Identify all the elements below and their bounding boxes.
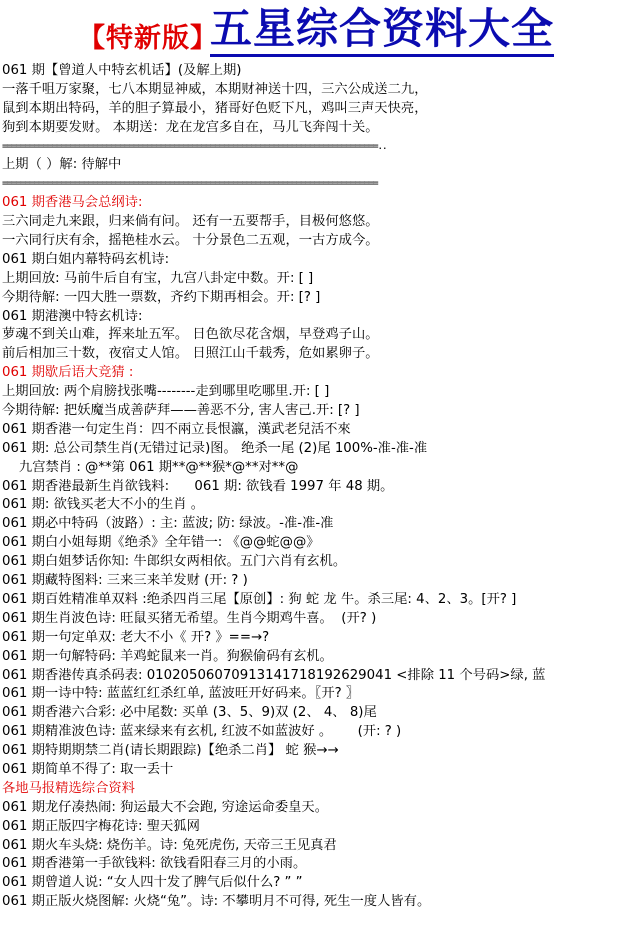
- text-line: 061 期精准波色诗: 蓝来绿来有玄机, 红波不如蓝波好 。 (开: ? ): [2, 724, 402, 740]
- text-line: 一落千咀万家聚，七八本期显神威，本期财神送十四，三六公成送二九，: [2, 81, 428, 97]
- text-line: 061 期生肖波色诗: 旺鼠买猪无希望。生肖今期鸡牛喜。 (开? ): [2, 610, 377, 626]
- text-line: 061 期香港六合彩: 必中尾数: 买单 (3、5、9)双 (2、 4、 8)尾: [2, 705, 377, 721]
- document-body: [2, 62, 638, 912]
- text-line: 前后相加三十数，夜宿丈人馆。 日照江山千载秀，危如累卵子。: [2, 346, 379, 362]
- text-line: 萝魂不到关山难，挥来址五军。 日色欲尽花含烟，早登鸡子山。: [2, 327, 379, 343]
- text-line: 061 期香港一句定生肖：四不兩立長恨瀛，漢武老兒活不來: [2, 421, 351, 437]
- text-line: 上期回放: 马前牛后自有宝，九宫八卦定中数。开: [ ]: [2, 270, 314, 286]
- page-header: [0, 0, 642, 60]
- text-line: 061 期正版四字梅花诗: 聖天狐网: [2, 818, 200, 834]
- text-line: 061 期百姓精准单双料 :绝杀四肖三尾【原创】: 狗 蛇 龙 牛。杀三尾: 4、2、3。[开? ]: [2, 591, 517, 607]
- text-line: 鼠到本期出特码，羊的胆子算最小，猪哥好色贬下凡，鸡叫三声天快亮，: [2, 100, 428, 116]
- section-heading: 061 期歇后语大竞猜 :: [2, 365, 134, 381]
- text-line: 九宫禁肖 : @**第 061 期**@**猴*@**对**@: [2, 459, 299, 475]
- text-line: 061 期曾道人说: “女人四十发了脾气后似什么? ” ”: [2, 875, 303, 891]
- text-line: 061 期正版火烧图解: 火烧“兔”。诗: 不攀明月不可得, 死生一度人皆有。: [2, 894, 431, 910]
- text-line: 061 期: 总公司禁生肖(无错过记录)图。 绝杀一尾 (2)尾 100%-准-准-准: [2, 440, 428, 456]
- text-line: 061 期白姐梦话你知: 牛郎织女两相依。五门六肖有玄机。: [2, 554, 347, 570]
- text-line: 上期（ ）解: 待解中: [2, 157, 122, 173]
- text-line: 061 期一句解特码: 羊鸡蛇鼠来一肖。狗猴偷码有玄机。: [2, 648, 333, 664]
- text-line: 061 期: 欲钱买老大不小的生肖 。: [2, 497, 205, 513]
- text-line: 061 期白姐内幕特码玄机诗:: [2, 251, 170, 267]
- text-line: 今期待解: 把妖魔当成善萨拜——善恶不分, 害人害己.开: [? ]: [2, 403, 360, 419]
- separator-line: ===================================================================================: [2, 178, 378, 190]
- text-line: 061 期一句定单双: 老大不小《 开? 》==→?: [2, 629, 270, 645]
- text-line: 狗到本期要发财。 本期送：龙在龙宫多自在，马儿飞奔闯十关。: [2, 119, 379, 135]
- text-line: 061 期藏特图料: 三来三来羊发财 (开: ? ): [2, 573, 248, 589]
- separator-line: ===================================================================================..: [2, 140, 387, 152]
- text-line: 061 期香港第一手欲钱料: 欲钱看阳春三月的小雨。: [2, 856, 307, 872]
- section-heading: 061 期香港马会总纲诗:: [2, 195, 143, 211]
- text-line: 061 期香港最新生肖欲钱料: 061 期: 欲钱看 1997 年 48 期。: [2, 478, 394, 494]
- text-line: 061 期【曾道人中特玄机话】(及解上期): [2, 63, 242, 78]
- text-line: 一六同行庆有余，摇艳桂水云。 十分景色二五观，一古方成今。: [2, 233, 379, 249]
- text-line: 061 期特期期禁二肖(请长期跟踪)【绝杀二肖】 蛇 猴→→: [2, 743, 339, 759]
- text-line: 061 期必中特码（波路）: 主: 蓝波; 防: 绿波。-准-准-准: [2, 516, 334, 532]
- text-line: 061 期一诗中特: 蓝蓝红红杀红单, 蓝波旺开好码来。〖开? 〗: [2, 686, 360, 702]
- text-line: 三六同走九来跟，归来倘有问。 还有一五要帮手，目极何悠悠。: [2, 214, 379, 230]
- text-line: 061 期火车头烧: 烧伤羊。诗: 兔死虎伤, 天帝三王见真君: [2, 837, 337, 853]
- text-line: 061 期简单不得了: 取一丢十: [2, 761, 174, 777]
- edition-badge: 【特新版】: [78, 23, 218, 54]
- text-line: 上期回放: 两个肩膀找张嘴--------走到哪里吃哪里.开: [ ]: [2, 384, 330, 400]
- text-line: 061 期白小姐每期《绝杀》全年错一: 《@@蛇@@》: [2, 535, 320, 551]
- text-line: 今期待解: 一四大胜一票数，齐约下期再相会。开: [? ]: [2, 289, 321, 305]
- text-line: 061 期龙仔凑热闹: 狗运最大不会跑, 穷途运命委皇天。: [2, 799, 329, 815]
- text-line: 061 期香港传真杀码表: 01020506070913141718192629041 <排除 11 个号码>绿, 蓝: [2, 667, 546, 683]
- text-line: 061 期港澳中特玄机诗:: [2, 308, 143, 324]
- page-title: 五星综合资料大全: [210, 4, 554, 57]
- section-heading: 各地马报精选综合资料: [2, 780, 135, 796]
